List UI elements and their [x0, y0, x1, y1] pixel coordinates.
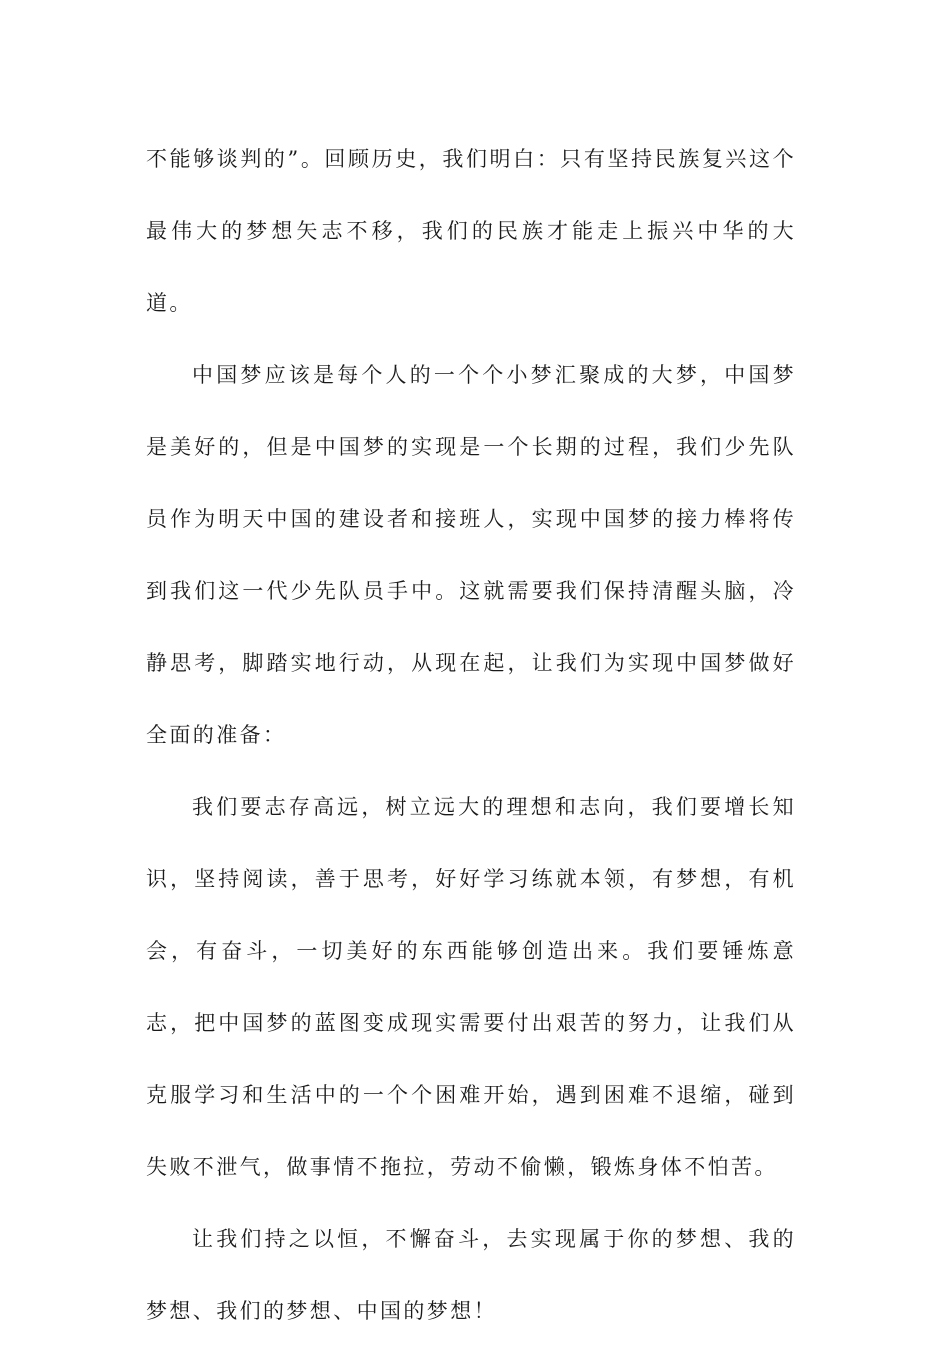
paragraph-aspirations: 我们要志存高远，树立远大的理想和志向，我们要增长知识，坚持阅读，善于思考，好好学习练就本领，有梦想，有机会，有奋斗，一切美好的东西能够创造出来。我们要锤炼意志，把中国梦的蓝图变成现实需要付出艰苦的努力，让我们从克服学习和生活中的一个个困难开始，遇到困难不退缩，碰到失败不泄气，做事情不拖拉，劳动不偷懒，锻炼身体不怕苦。: [146, 795, 796, 1179]
document-body: [146, 123, 796, 1347]
paragraph-chinese-dream: 中国梦应该是每个人的一个个小梦汇聚成的大梦，中国梦是美好的，但是中国梦的实现是一个长期的过程，我们少先队员作为明天中国的建设者和接班人，实现中国梦的接力棒将传到我们这一代少先队员手中。这就需要我们保持清醒头脑，冷静思考，脚踏实地行动，从现在起，让我们为实现中国梦做好全面的准备：: [146, 363, 796, 747]
paragraph-continuation: 不能够谈判的”。回顾历史，我们明白：只有坚持民族复兴这个最伟大的梦想矢志不移，我们的民族才能走上振兴中华的大道。: [146, 147, 796, 315]
paragraph-conclusion: 让我们持之以恒，不懈奋斗，去实现属于你的梦想、我的梦想、我们的梦想、中国的梦想！: [146, 1227, 796, 1323]
